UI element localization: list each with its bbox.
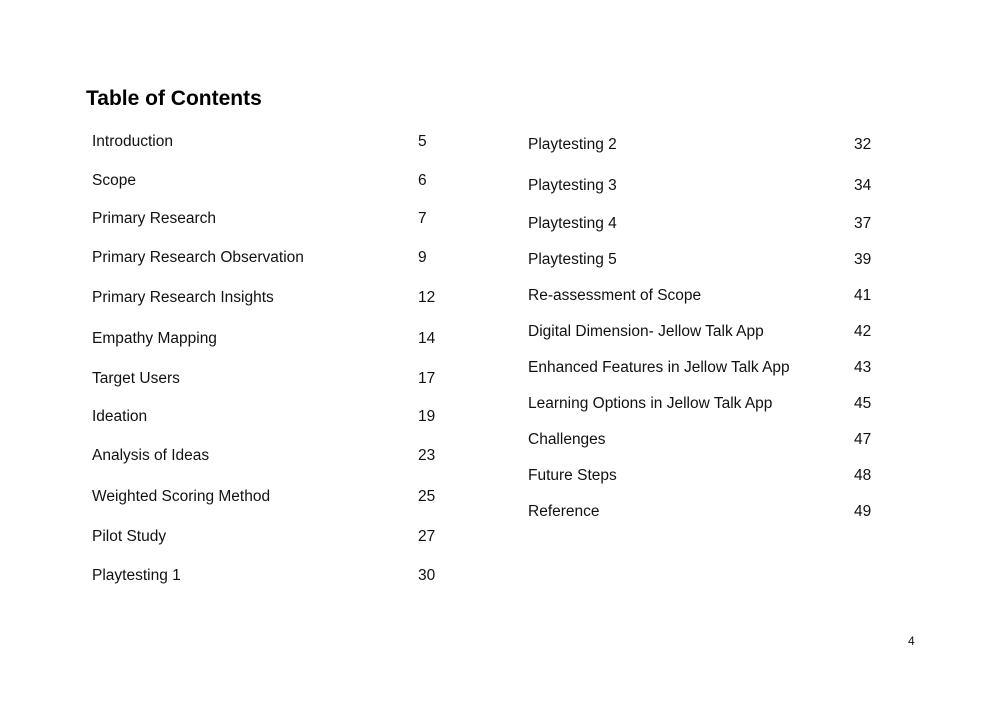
toc-entry-title: Primary Research Observation [92, 249, 304, 266]
toc-entry-title: Ideation [92, 408, 148, 425]
toc-entry-page: 47 [854, 431, 872, 448]
toc-entry-title: Re-assessment of Scope [528, 287, 702, 304]
toc-entry-page: 34 [854, 177, 872, 194]
toc-entry-page: 23 [418, 447, 436, 464]
toc-entry-page: 6 [418, 172, 427, 189]
toc-entry-title: Playtesting 4 [528, 215, 617, 232]
toc-entry-page: 42 [854, 323, 872, 340]
toc-entry-title: Playtesting 5 [528, 251, 617, 268]
toc-entry-title: Pilot Study [92, 528, 167, 545]
toc-entry-title: Weighted Scoring Method [92, 488, 271, 505]
toc-column-left [92, 0, 452, 707]
toc-entry-page: 37 [854, 215, 872, 232]
toc-entry-title: Playtesting 1 [92, 567, 181, 584]
page-title: Table of Contents [86, 87, 262, 110]
toc-entry-title: Analysis of Ideas [92, 447, 210, 464]
toc-entry-page: 9 [418, 249, 427, 266]
toc-entry-title: Primary Research Insights [92, 289, 274, 306]
toc-entry-page: 12 [418, 289, 436, 306]
toc-entry-title: Reference [528, 503, 600, 520]
toc-entry-page: 49 [854, 503, 872, 520]
toc-entry-page: 39 [854, 251, 872, 268]
toc-entry-page: 41 [854, 287, 872, 304]
toc-entry-title: Enhanced Features in Jellow Talk App [528, 359, 790, 376]
toc-entry-title: Primary Research [92, 210, 217, 227]
toc-entry-page: 5 [418, 133, 427, 150]
toc-entry-title: Future Steps [528, 467, 617, 484]
toc-entry-title: Target Users [92, 370, 180, 387]
toc-entry-page: 32 [854, 136, 872, 153]
toc-entry-page: 27 [418, 528, 436, 545]
toc-entry-title: Scope [92, 172, 136, 189]
toc-entry-page: 19 [418, 408, 436, 425]
toc-entry-title: Playtesting 3 [528, 177, 617, 194]
toc-entry-title: Empathy Mapping [92, 330, 217, 347]
toc-entry-page: 43 [854, 359, 872, 376]
toc-entry-page: 30 [418, 567, 436, 584]
toc-entry-page: 25 [418, 488, 436, 505]
page-number: 4 [908, 634, 915, 648]
toc-entry-title: Learning Options in Jellow Talk App [528, 395, 773, 412]
toc-entry-title: Challenges [528, 431, 606, 448]
toc-column-right [528, 0, 888, 707]
toc-entry-page: 7 [418, 210, 427, 227]
toc-entry-title: Playtesting 2 [528, 136, 617, 153]
toc-entry-page: 17 [418, 370, 436, 387]
toc-entry-page: 45 [854, 395, 872, 412]
toc-entry-page: 48 [854, 467, 872, 484]
toc-entry-title: Introduction [92, 133, 173, 150]
toc-entry-page: 14 [418, 330, 436, 347]
toc-entry-title: Digital Dimension- Jellow Talk App [528, 323, 764, 340]
